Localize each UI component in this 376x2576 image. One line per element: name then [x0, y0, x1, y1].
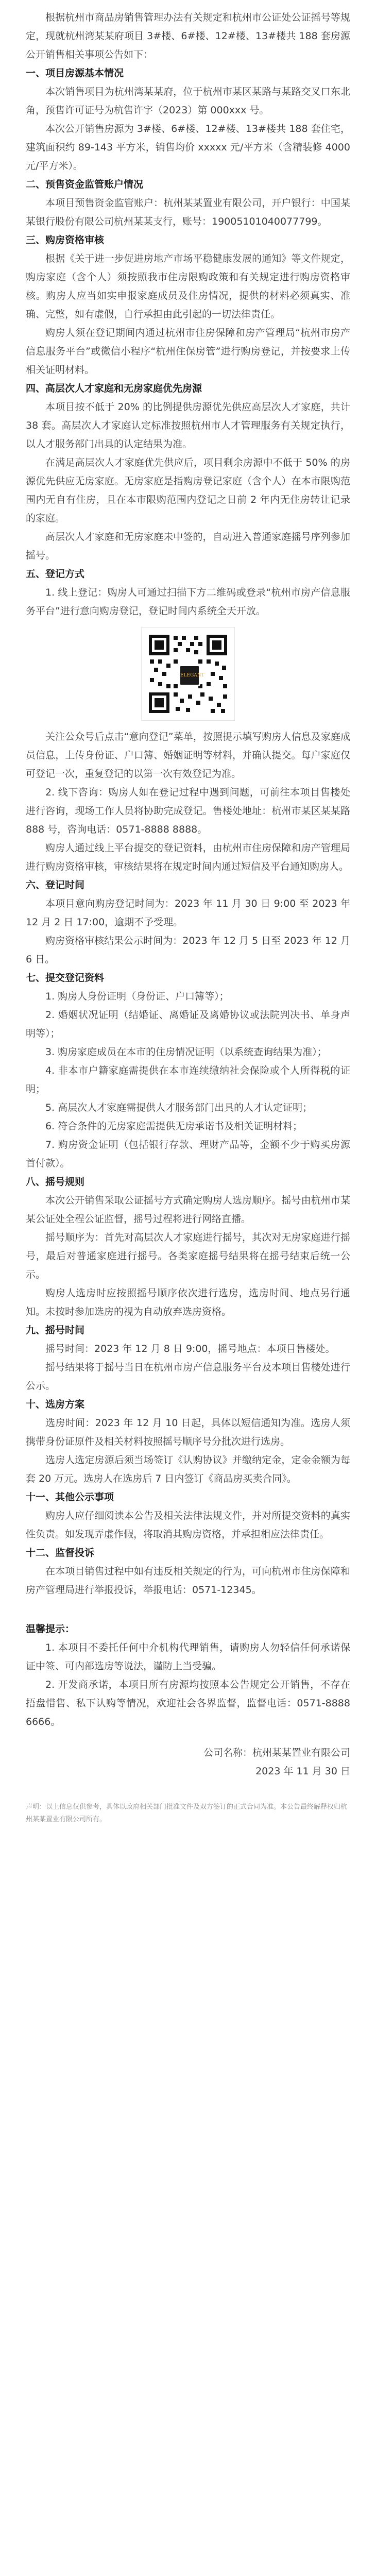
sections-part-1 — [26, 64, 350, 620]
section-heading-9: 九、摇号时间 — [26, 1325, 85, 1336]
warm-notice — [26, 1620, 350, 1731]
section-7-paragraph: 4. 非本市户籍家庭需提供在本市连续缴纳社会保险或个人所得税的证明； — [26, 1065, 350, 1095]
signature-date: 2023 年 11 月 30 日 — [255, 1766, 350, 1777]
section-7-paragraph: 2. 婚姻状况证明（结婚证、离婚证及离婚协议或法院判决书、单身声明等）； — [26, 1009, 350, 1039]
notice-item: 1. 本项目不委托任何中介机构代理销售，请购房人勿轻信任何承诺保证中签、可内部选房等说法，谨防上当受骗。 — [26, 1642, 350, 1672]
section-11-paragraph: 购房人应仔细阅读本公告及相关法律法规文件，并对所提交资料的真实性负责。如发现弄虚作假，将取消其购房资格，并承担相应法律责任。 — [26, 1510, 350, 1540]
qr-logo-icon: ELEGANT — [179, 665, 200, 686]
section-1-paragraph: 本次公开销售房源为 3#楼、6#楼、12#楼、13#楼共 188 套住宅，建筑面积约 89-143 平方米，销售均价 xxxxx 元/平方米（含精装修 4000 元/平方米）。 — [26, 123, 350, 172]
section-heading-5: 五、登记方式 — [26, 568, 85, 580]
section-heading-2: 二、预售资金监管账户情况 — [26, 179, 144, 190]
section-heading-4: 四、高层次人才家庭和无房家庭优先房源 — [26, 383, 202, 394]
section-3-paragraph: 根据《关于进一步促进房地产市场平稳健康发展的通知》等文件规定，购房家庭（含个人）须按照我市住房限购政策和有关规定进行购房资格审核。购房人应当如实申报家庭成员及住房情况，提供的材料必须真实、准确、完整，如有虚假，自行承担由此引起的一切法律责任。 — [26, 253, 350, 320]
section-4-paragraph: 本项目按不低于 20% 的比例提供房源优先供应高层次人才家庭，共计 38 套。高层次人才家庭认定标准按照杭州市人才管理服务有关规定执行，以人才服务部门出具的认定结果为准。 — [26, 401, 350, 450]
section-6-paragraph: 购房资格审核结果公示时间为：2023 年 12 月 5 日至 2023 年 12 月 6 日。 — [26, 935, 350, 965]
after-qr-paragraph: 2. 线下咨询：购房人如在登记过程中遇到问题，可前往本项目售楼处进行咨询，现场工作人员将协助完成登记。售楼处地址：杭州市某区某某路 888 号，咨询电话：0571-8888 8888。 — [26, 787, 350, 835]
section-7-paragraph: 5. 高层次人才家庭需提供人才服务部门出具的人才认定证明； — [45, 1102, 313, 1113]
registration-qr-code[interactable] — [142, 628, 234, 720]
section-heading-12: 十二、监督投诉 — [26, 1547, 95, 1558]
section-8-paragraph: 购房人选房时应按照摇号顺序依次进行选房，选房时间、地点另行通知。未按时参加选房的视为自动放弃选房资格。 — [26, 1287, 350, 1317]
after-qr-paragraph: 购房人通过线上平台提交的登记资料，由杭州市住房保障和房产管理局进行购房资格审核，审核结果将在规定时间内通过短信及平台通知购房人。 — [26, 842, 350, 872]
after-qr-paragraph: 关注公众号后点击“意向登记”菜单，按照提示填写购房人信息及家庭成员信息，上传身份证、户口簿、婚姻证明等材料，并确认提交。每户家庭仅可登记一次，重复登记的以第一次有效登记为准。 — [26, 731, 350, 779]
section-8-paragraph: 摇号顺序为：首先对高层次人才家庭进行摇号，其次对无房家庭进行摇号，最后对普通家庭进行摇号。各类家庭摇号结果将在摇号结束后统一公示。 — [26, 1232, 350, 1280]
section-heading-10: 十、选房方案 — [26, 1399, 85, 1410]
after-qr-block — [26, 727, 350, 876]
intro-paragraph: 根据杭州市商品房销售管理办法有关规定和杭州市公证处公证摇号等规定，现就杭州湾某某府项目 3#楼、6#楼、12#楼、13#楼共 188 套房源公开销售相关事项公告如下： — [26, 12, 350, 60]
section-7-paragraph: 3. 购房家庭成员在本市的住房情况证明（以系统查询结果为准）； — [45, 1046, 327, 1058]
section-7-paragraph: 6. 符合条件的无房家庭需提供无房承诺书及相关证明材料； — [45, 1121, 303, 1132]
section-heading-1: 一、项目房源基本情况 — [26, 67, 124, 79]
section-7-paragraph: 1. 购房人身份证明（身份证、户口簿等）； — [45, 991, 229, 1002]
section-9-paragraph: 摇号时间：2023 年 12 月 8 日 9:00，摇号地点：本项目售楼处。 — [45, 1343, 335, 1354]
section-5-paragraph: 1. 线上登记：购房人可通过扫描下方二维码或登录“杭州市房产信息服务平台”进行意向购房登记，登记时间内系统全天开放。 — [26, 587, 350, 617]
section-7-paragraph: 7. 购房资金证明（包括银行存款、理财产品等，金额不少于购买房源首付款）。 — [26, 1139, 350, 1169]
section-10-paragraph: 选房人选定房源后须当场签订《认购协议》并缴纳定金，定金金额为每套 20 万元。选房人在选房后 7 日内签订《商品房买卖合同》。 — [26, 1454, 350, 1484]
section-4-paragraph: 高层次人才家庭和无房家庭未中签的，自动进入普通家庭摇号序列参加摇号。 — [26, 531, 350, 561]
footer-disclaimer: 声明：以上信息仅供参考，具体以政府相关部门批准文件及双方签订的正式合同为准。本公告最终解释权归杭州某某置业有限公司所有。 — [26, 1803, 348, 1823]
section-3-paragraph: 购房人须在登记期间内通过杭州市住房保障和房产管理局“杭州市房产信息服务平台”或微信小程序“杭州住保房管”进行购房登记，并按要求上传相关证明材料。 — [26, 327, 350, 376]
section-heading-6: 六、登记时间 — [26, 879, 85, 891]
section-9-paragraph: 摇号结果将于摇号当日在杭州市房产信息服务平台及本项目售楼处进行公示。 — [26, 1362, 350, 1392]
section-heading-3: 三、购房资格审核 — [26, 234, 105, 246]
section-10-paragraph: 选房时间：2023 年 12 月 10 日起，具体以短信通知为准。选房人须携带身份证原件及相关材料按照摇号顺序号分批次进行选房。 — [26, 1417, 350, 1447]
section-1-paragraph: 本次销售项目为杭州湾某某府，位于杭州市某区某路与某路交叉口东北角，预售许可证号为杭售许字（2023）第 000xxx 号。 — [26, 86, 350, 116]
section-heading-11: 十一、其他公示事项 — [26, 1492, 114, 1503]
section-12-paragraph: 在本项目销售过程中如有违反相关规定的行为，可向杭州市住房保障和房产管理局进行举报投诉，举报电话：0571-12345。 — [26, 1566, 350, 1596]
section-heading-7: 七、提交登记资料 — [26, 972, 105, 984]
section-8-paragraph: 本次公开销售采取公证摇号方式确定购房人选房顺序。摇号由杭州市某某公证处全程公证监督，摇号过程将进行网络直播。 — [26, 1195, 350, 1225]
section-heading-8: 八、摇号规则 — [26, 1176, 85, 1188]
notice-item: 2. 开发商承诺，本项目所有房源均按照本公告规定公开销售，不存在捂盘惜售、私下认购等情况，欢迎社会各界监督，监督电话：0571-8888 6666。 — [26, 1679, 350, 1727]
section-6-paragraph: 本项目意向购房登记时间为：2023 年 11 月 30 日 9:00 至 2023 年 12 月 2 日 17:00，逾期不予受理。 — [26, 898, 350, 928]
notice-title: 温馨提示： — [26, 1623, 75, 1635]
section-2-paragraph: 本项目预售资金监管账户：杭州某某置业有限公司，开户银行：中国某某银行股份有限公司杭州某某支行，账号：19005101040077799。 — [26, 197, 350, 227]
sections-part-2 — [26, 876, 350, 1599]
signature-company: 公司名称：杭州某某置业有限公司 — [203, 1747, 350, 1758]
signature-block — [26, 1743, 350, 1781]
section-4-paragraph: 在满足高层次人才家庭优先供应后，项目剩余房源中不低于 50% 的房源优先供应无房家庭。无房家庭是指购房登记家庭（含个人）在本市限购范围内无自有住房，且在本市限购范围内登记之日前 2 年内无住房转让记录的家庭。 — [26, 457, 350, 524]
